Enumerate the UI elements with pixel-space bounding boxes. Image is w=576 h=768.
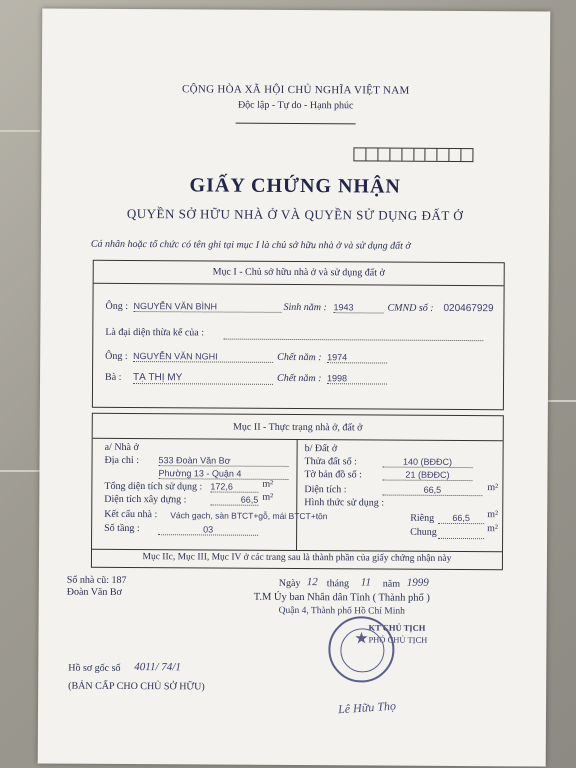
national-motto: Độc lập - Tự do - Hạnh phúc bbox=[237, 99, 354, 112]
old-street-name: Đoàn Văn Bơ bbox=[66, 586, 122, 598]
birth-label: Sinh năm : bbox=[283, 301, 327, 314]
heir1-death-year: 1974 bbox=[327, 352, 387, 363]
date-day: 12 bbox=[306, 576, 318, 589]
issuing-authority: T.M Ủy ban Nhân dân Tỉnh ( Thành phố ) bbox=[253, 591, 430, 604]
country-name: CỘNG HÒA XÃ HỘI CHỦ NGHĨA VIỆT NAM bbox=[181, 83, 410, 97]
land-heading: b/ Đất ở bbox=[304, 443, 338, 455]
month-label: tháng bbox=[326, 578, 350, 590]
registration-number-boxes bbox=[353, 147, 473, 162]
date-year: 1999 bbox=[406, 576, 429, 589]
owner-label: Ông : bbox=[105, 300, 129, 312]
built-area: 66,5 bbox=[210, 494, 258, 505]
owner-name: NGUYỄN VĂN BÌNH bbox=[133, 301, 281, 313]
signer-signature: Lê Hữu Thọ bbox=[337, 698, 397, 717]
footer-note: Mục IIc, Mục III, Mục IV ở các trang sau là thành phần của giấy chứng nhận này bbox=[142, 552, 452, 564]
document-title: GIẤY CHỨNG NHẬN bbox=[189, 174, 401, 198]
usable-area: 172,6 bbox=[210, 481, 258, 492]
id-label: CMND số : bbox=[387, 302, 434, 314]
heir2-death-year: 1998 bbox=[327, 373, 387, 384]
structure-label: Kết cấu nhà : bbox=[104, 508, 158, 521]
heir1-death-label: Chết năm : bbox=[277, 351, 322, 364]
floor-tile-seam bbox=[0, 130, 40, 132]
address-label: Địa chỉ : bbox=[104, 454, 140, 467]
old-house-number: Số nhà cũ: 187 bbox=[66, 574, 127, 586]
issuing-district: Quận 4, Thành phố Hồ Chí Minh bbox=[278, 605, 405, 617]
section-2-box bbox=[91, 413, 504, 571]
section-1-heading: Mục I - Chủ sở hữu nhà ở và sử dụng đất ở bbox=[212, 266, 385, 279]
private-label: Riêng bbox=[410, 512, 435, 524]
heir1-label: Ông : bbox=[105, 350, 128, 362]
shared-area bbox=[438, 527, 484, 539]
file-number: 4011/ 74/1 bbox=[134, 661, 181, 674]
shared-area-unit: m² bbox=[487, 523, 498, 535]
heir-label: Là đại diện thừa kế của : bbox=[105, 326, 205, 339]
usage-label: Hình thức sử dụng : bbox=[304, 497, 385, 509]
id-number: 020467929 bbox=[443, 302, 494, 315]
built-area-unit: m² bbox=[262, 491, 274, 503]
document-subtitle: QUYỀN SỞ HỮU NHÀ Ở VÀ QUYỀN SỬ DỤNG ĐẤT Ở bbox=[126, 205, 464, 224]
copy-note: (BẢN CẤP CHO CHỦ SỞ HỮU) bbox=[68, 680, 205, 693]
official-seal-stamp: ★ bbox=[328, 616, 394, 682]
floor-tile-seam bbox=[548, 400, 576, 402]
section-1-box bbox=[92, 260, 505, 411]
date-month: 11 bbox=[360, 576, 372, 589]
certificate-paper bbox=[38, 8, 551, 766]
usable-area-label: Tổng diện tích sử dụng : bbox=[104, 480, 203, 493]
land-area: 66,5 bbox=[382, 485, 482, 497]
map-number: 21 (BĐĐC) bbox=[382, 470, 472, 482]
structure-value: Vách gạch, sàn BTCT+gỗ, mái BTCT+tôn bbox=[170, 510, 328, 522]
heir2-label: Bà : bbox=[105, 371, 122, 383]
birth-year: 1943 bbox=[333, 302, 383, 313]
heir2-name: TẠ THỊ MY bbox=[133, 372, 273, 385]
land-area-label: Diện tích : bbox=[304, 484, 347, 496]
address-line-1: 533 Đoàn Văn Bơ bbox=[159, 455, 289, 467]
usable-area-unit: m² bbox=[262, 478, 274, 490]
plot-label: Thửa đất số : bbox=[304, 456, 357, 468]
shared-label: Chung bbox=[410, 526, 437, 538]
private-area: 66,5 bbox=[438, 513, 484, 524]
heir1-name: NGUYỄN VĂN NGHI bbox=[133, 351, 273, 363]
signer-role-1: KT CHỦ TỊCH bbox=[368, 622, 426, 633]
year-label: năm bbox=[382, 578, 401, 590]
map-label: Tờ bản đồ số : bbox=[304, 469, 363, 481]
floor-tile-seam bbox=[0, 470, 40, 472]
section-2-heading: Mục II - Thực trạng nhà ở, đất ở bbox=[233, 421, 363, 434]
land-area-unit: m² bbox=[487, 482, 499, 494]
plot-number: 140 (BĐĐC) bbox=[383, 457, 473, 469]
house-heading: a/ Nhà ở bbox=[104, 441, 139, 454]
address-line-2: Phường 13 - Quận 4 bbox=[158, 468, 288, 480]
date-label: Ngày bbox=[278, 577, 301, 590]
file-label: Hồ sơ gốc số bbox=[68, 662, 121, 674]
built-area-label: Diện tích xây dựng : bbox=[104, 493, 187, 506]
private-area-unit: m² bbox=[487, 509, 499, 521]
signer-role-2: PHÓ CHỦ TỊCH bbox=[368, 634, 428, 645]
floors-label: Số tầng : bbox=[104, 522, 140, 535]
heir2-death-label: Chết năm : bbox=[277, 372, 322, 385]
intro-text: Cá nhân hoặc tổ chức có tên ghi tại mục I là chủ sở hữu nhà ở và sử dụng đất ở bbox=[90, 238, 411, 252]
floors-value: 03 bbox=[158, 524, 258, 536]
